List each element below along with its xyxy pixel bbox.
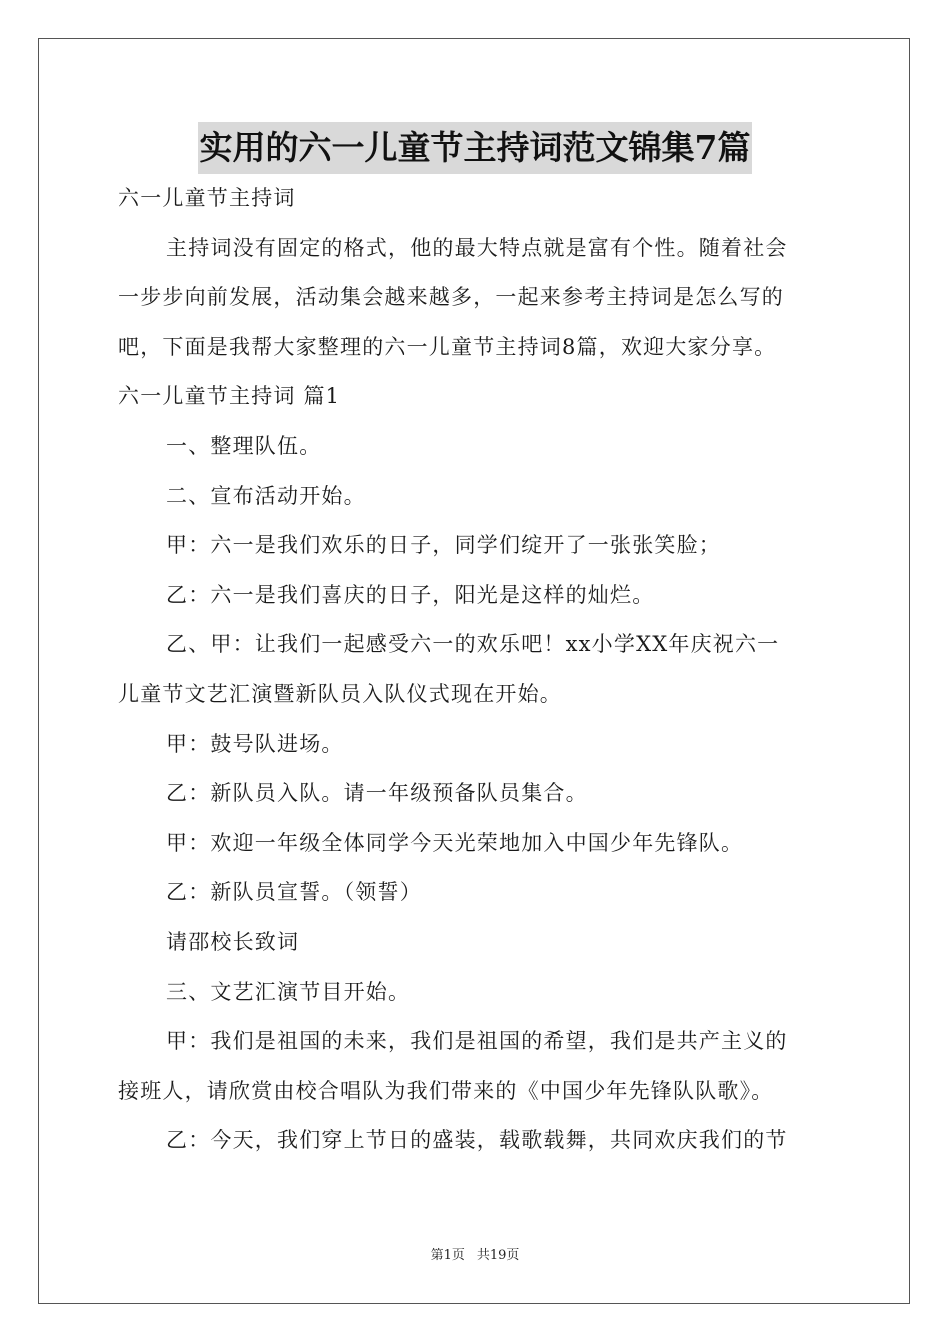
- page-footer: [0, 1244, 950, 1263]
- page-total: 共19页: [476, 1248, 520, 1263]
- paragraph-line: 乙：六一是我们喜庆的日子，阳光是这样的灿烂。: [166, 582, 655, 607]
- page-number: 第1页: [430, 1248, 465, 1263]
- paragraph-line: 请邵校长致词: [166, 929, 300, 954]
- paragraph-line: 乙：今天，我们穿上节日的盛装，载歌载舞，共同欢庆我们的节: [166, 1128, 788, 1153]
- section-heading: 六一儿童节主持词 篇1: [118, 384, 341, 409]
- paragraph-line: 甲：欢迎一年级全体同学今天光荣地加入中国少年先锋队。: [166, 830, 744, 855]
- document-title: 实用的六一儿童节主持词范文锦集7篇: [198, 122, 753, 174]
- paragraph-line: 甲：我们是祖国的未来，我们是祖国的希望，我们是共产主义的: [166, 1029, 788, 1054]
- paragraph-line: 甲：鼓号队进场。: [166, 731, 344, 756]
- paragraph-line: 儿童节文艺汇演暨新队员入队仪式现在开始。: [118, 681, 562, 706]
- paragraph-line: 一、整理队伍。: [166, 433, 322, 458]
- paragraph-line: 乙：新队员宣誓。（领誓）: [166, 880, 422, 905]
- paragraph-line: 三、文艺汇演节目开始。: [166, 979, 411, 1004]
- document-body: [118, 174, 834, 1166]
- section-heading: 六一儿童节主持词: [118, 186, 296, 210]
- paragraph-line: 二、宣布活动开始。: [166, 483, 366, 508]
- paragraph-line: 主持词没有固定的格式，他的最大特点就是富有个性。随着社会: [166, 235, 788, 260]
- paragraph-line: 甲：六一是我们欢乐的日子，同学们绽开了一张张笑脸；: [166, 533, 721, 558]
- title-container: [0, 122, 950, 174]
- paragraph-line: 一步步向前发展，活动集会越来越多，一起来参考主持词是怎么写的: [118, 285, 784, 310]
- paragraph-line: 乙、甲：让我们一起感受六一的欢乐吧！xx小学XX年庆祝六一: [166, 632, 780, 657]
- paragraph-line: 吧，下面是我帮大家整理的六一儿童节主持词8篇，欢迎大家分享。: [118, 334, 777, 359]
- paragraph-line: 接班人，请欣赏由校合唱队为我们带来的《中国少年先锋队队歌》。: [118, 1078, 774, 1103]
- paragraph-line: 乙：新队员入队。请一年级预备队员集合。: [166, 781, 588, 806]
